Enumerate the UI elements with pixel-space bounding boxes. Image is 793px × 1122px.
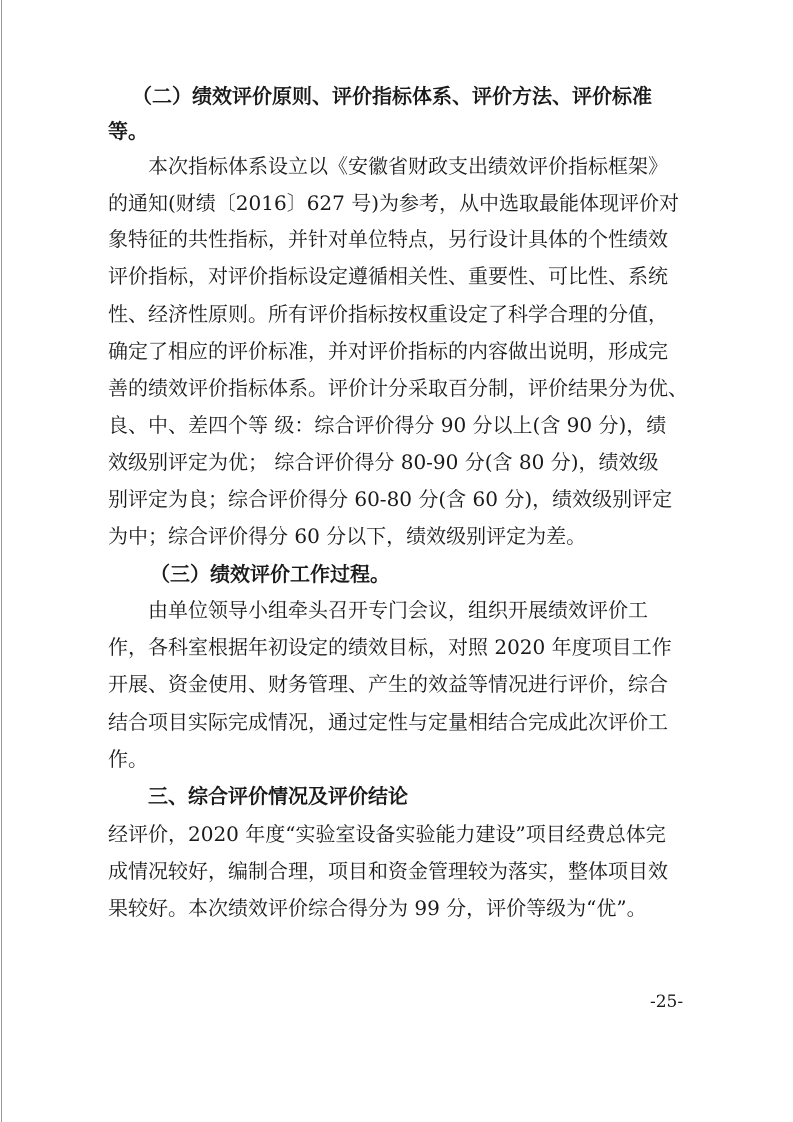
paragraph-2-line: 开展、资金使用、财务管理、产生的效益等情况进行评价，综合	[108, 672, 668, 696]
paragraph-1-line: 性、经济性原则。所有评价指标按权重设定了科学合理的分值，	[108, 302, 668, 326]
paragraph-3-line: 果较好。本次绩效评价综合得分为 99 分，评价等级为“优”。	[108, 896, 647, 920]
paragraph-2-line: 作，各科室根据年初设定的绩效目标，对照 2020 年度项目工作	[108, 635, 672, 659]
paragraph-3-line: 成情况较好，编制合理，项目和资金管理较为落实，整体项目效	[108, 859, 668, 883]
paragraph-1-line: 善的绩效评价指标体系。评价计分采取百分制，评价结果分为优、	[108, 376, 688, 400]
paragraph-2-line: 作。	[108, 747, 148, 771]
page-left-border	[1, 0, 2, 1122]
page-number: -25-	[650, 992, 684, 1012]
paragraph-3-line: 经评价，2020 年度“实验室设备实验能力建设”项目经费总体完	[108, 822, 666, 846]
paragraph-1-line: 效级别评定为优； 综合评价得分 80-90 分(含 80 分)，绩效级	[108, 450, 659, 474]
paragraph-1-line: 为中；综合评价得分 60 分以下，绩效级别评定为差。	[108, 524, 587, 548]
paragraph-2-line: 由单位领导小组牵头召开专门会议，组织开展绩效评价工	[148, 598, 648, 622]
section-2-heading-line-1: （二）绩效评价原则、评价指标体系、评价方法、评价标准	[132, 84, 652, 108]
conclusion-heading: 三、综合评价情况及评价结论	[148, 784, 408, 808]
paragraph-1-line: 评价指标，对评价指标设定遵循相关性、重要性、可比性、系统	[108, 264, 668, 288]
paragraph-1-line: 本次指标体系设立以《安徽省财政支出绩效评价指标框架》	[148, 154, 668, 178]
paragraph-1-line: 确定了相应的评价标准，并对评价指标的内容做出说明，形成完	[108, 339, 668, 363]
paragraph-1-line: 良、中、差四个等 级：综合评价得分 90 分以上(含 90 分)，绩	[108, 413, 667, 437]
paragraph-1-line: 象特征的共性指标，并针对单位特点，另行设计具体的个性绩效	[108, 227, 668, 251]
section-3-heading: （三）绩效评价工作过程。	[150, 562, 390, 586]
section-2-heading-line-2: 等。	[108, 119, 148, 143]
paragraph-1-line: 的通知(财绩〔2016〕627 号)为参考，从中选取最能体现评价对	[108, 191, 680, 215]
paragraph-2-line: 结合项目实际完成情况，通过定性与定量相结合完成此次评价工	[108, 710, 668, 734]
paragraph-1-line: 别评定为良；综合评价得分 60-80 分(含 60 分)，绩效级别评定	[108, 487, 673, 511]
